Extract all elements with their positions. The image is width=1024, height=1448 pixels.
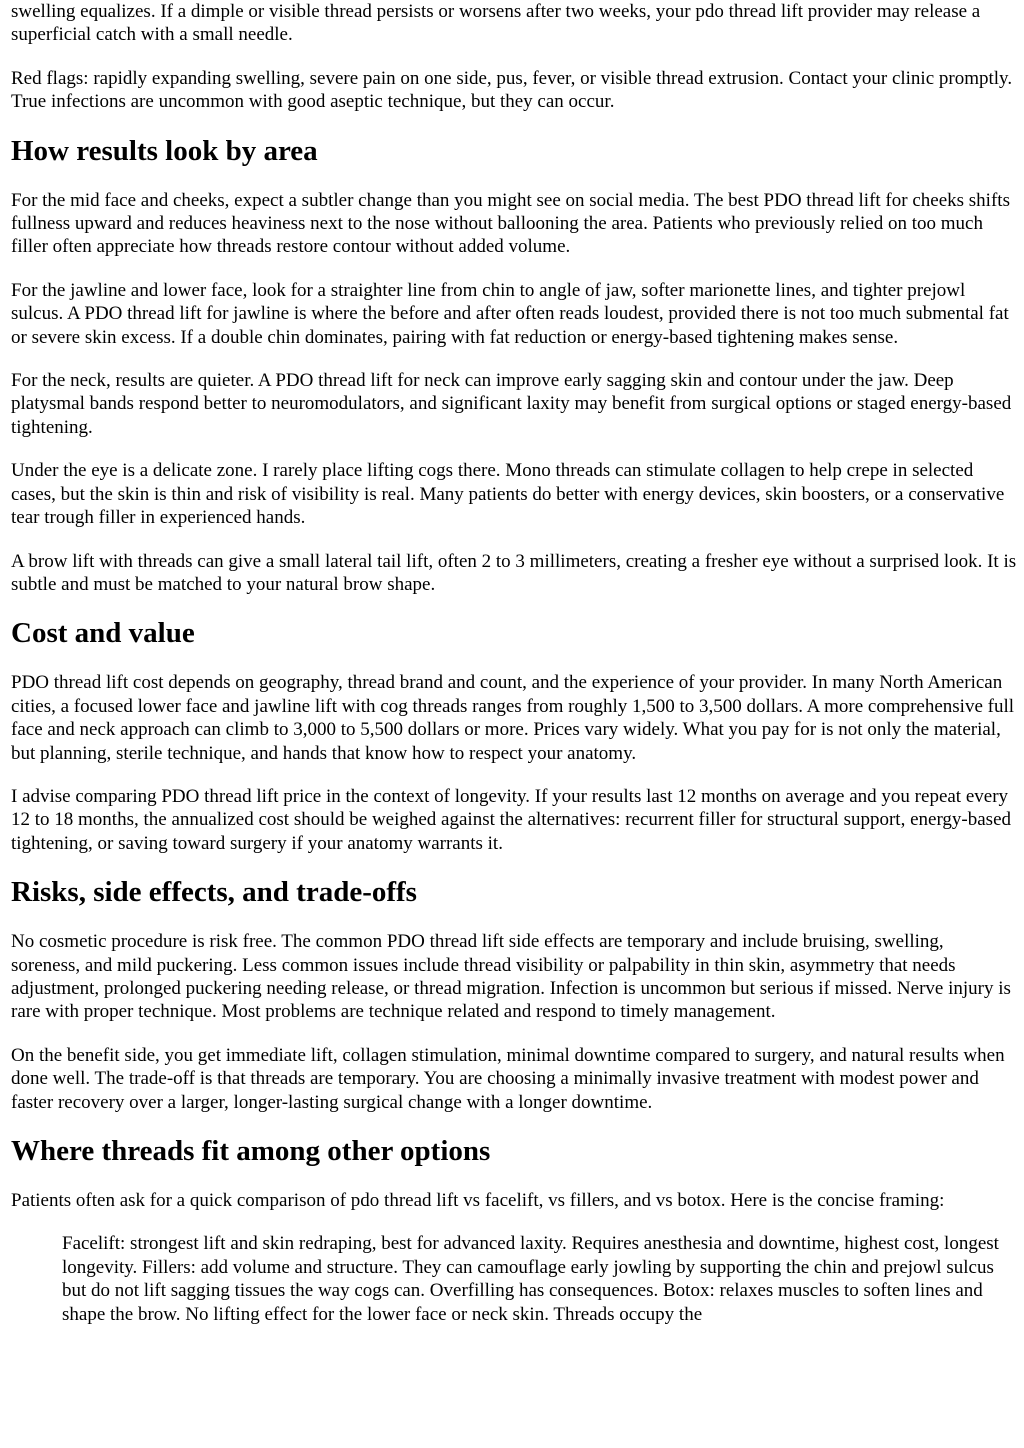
paragraph-risks-2: On the benefit side, you get immediate lift, collagen stimulation, minimal downtime compared to surgery, and natural results when done well. The trade-off is that threads are temporary. You are choosing a minimally invasive treatment with modest power and faster recovery over a larger, longer-lasting surgical change with a longer downtime.	[11, 1044, 1005, 1113]
paragraph-jawline: For the jawline and lower face, look for a straighter line from chin to angle of jaw, softer marionette lines, and tighter prejowl sulcus. A PDO thread lift for jawline is where the before and after often reads loudest, provided there is not too much submental fat or severe skin excess. If a double chin dominates, pairing with fat reduction or energy-based tightening makes sense.	[11, 279, 1009, 348]
blockquote-options: Facelift: strongest lift and skin redraping, best for advanced laxity. Requires anesthesia and downtime, highest cost, longest longevity. Fillers: add volume and structure. They can camouflage early jowling by supporting the chin and prejowl sulcus but do not lift sagging tissues the way cogs can. Overfilling has consequences. Botox: relaxes muscles to soften lines and shape the brow. No lifting effect for the lower face or neck skin. Threads occupy the	[62, 1233, 999, 1325]
paragraph-options-intro: Patients often ask for a quick comparison of pdo thread lift vs facelift, vs fillers, and vs botox. Here is the concise framing:	[11, 1190, 945, 1211]
paragraph-neck: For the neck, results are quieter. A PDO thread lift for neck can improve early sagging skin and contour under the jaw. Deep platysmal bands respond better to neuromodulators, and significant laxity may benefit from surgical options or staged energy-based tightening.	[11, 370, 1012, 438]
paragraph-under-eye: Under the eye is a delicate zone. I rarely place lifting cogs there. Mono threads can stimulate collagen to help crepe in selected cases, but the skin is thin and risk of visibility is real. Many patients do better with energy devices, skin boosters, or a conservative tear trough filler in experienced hands.	[11, 460, 1005, 529]
heading-risks: Risks, side effects, and trade-offs	[11, 876, 417, 909]
heading-cost: Cost and value	[11, 617, 195, 650]
heading-options: Where threads fit among other options	[11, 1135, 491, 1167]
paragraph-risks-1: No cosmetic procedure is risk free. The common PDO thread lift side effects are temporary and include bruising, swelling, soreness, and mild puckering. Less common issues include thread visibility or palpability in thin skin, asymmetry that needs adjustment, prolonged puckering needing release, or thread migration. Infection is uncommon but serious if missed. Nerve injury is rare with proper technique. Most problems are technique related and respond to timely management.	[11, 931, 1011, 1023]
paragraph-cost-2: I advise comparing PDO thread lift price in the context of longevity. If your results last 12 months on average and you repeat every 12 to 18 months, the annualized cost should be weighed against the alternatives: recurrent filler for structural support, energy-based tightening, or saving toward surgery if your anatomy warrants it.	[11, 785, 1012, 854]
paragraph-cost-1: PDO thread lift cost depends on geography, thread brand and count, and the experience of your provider. In many North American cities, a focused lower face and jawline lift with cog threads ranges from roughly 1,500 to 3,500 dollars. A more comprehensive full face and neck approach can climb to 3,000 to 5,500 dollars or more. Prices vary widely. What you pay for is not only the material, but planning, sterile technique, and hands that know how to respect your anatomy.	[11, 672, 1015, 764]
heading-results-by-area: How results look by area	[11, 134, 318, 167]
paragraph-red-flags: Red flags: rapidly expanding swelling, severe pain on one side, pus, fever, or visible thread extrusion. Contact your clinic promptly. True infections are uncommon with good aseptic technique, but they can occur.	[11, 67, 1013, 113]
paragraph-swelling: swelling equalizes. If a dimple or visible thread persists or worsens after two weeks, your pdo thread lift provider may release a superficial catch with a small needle.	[11, 1, 981, 46]
paragraph-brow: A brow lift with threads can give a small lateral tail lift, often 2 to 3 millimeters, creating a fresher eye without a surprised look. It is subtle and must be matched to your natural brow shape.	[11, 550, 1017, 595]
paragraph-mid-face: For the mid face and cheeks, expect a subtler change than you might see on social media. The best PDO thread lift for cheeks shifts fullness upward and reduces heaviness next to the nose without ballooning the area. Patients who previously relied on too much filler often appreciate how threads restore contour without added volume.	[11, 189, 1010, 258]
article	[11, 0, 1017, 1326]
